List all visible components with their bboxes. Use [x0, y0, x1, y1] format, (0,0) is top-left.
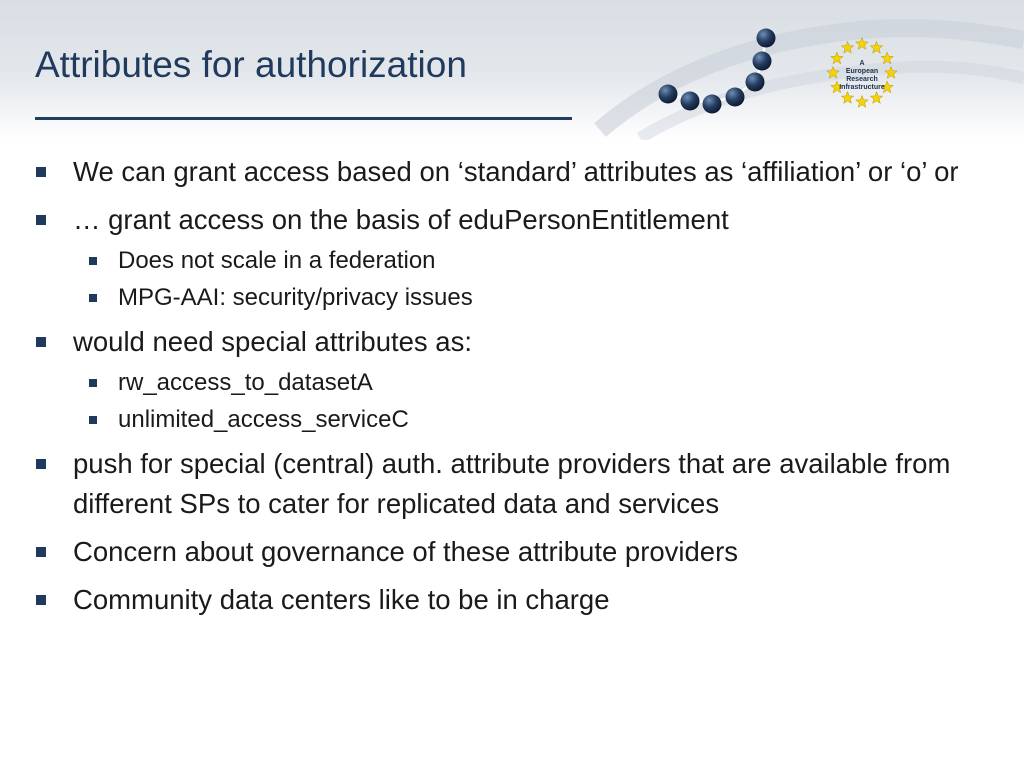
square-bullet-icon	[36, 459, 46, 469]
bullet-item	[0, 200, 984, 240]
bullet-item	[0, 152, 984, 192]
bullet-text: would need special attributes as:	[73, 326, 472, 357]
square-bullet-icon	[89, 294, 97, 302]
star-icon	[841, 41, 853, 53]
star-icon	[870, 92, 882, 104]
bullet-item	[0, 532, 984, 572]
star-icon	[841, 92, 853, 104]
square-bullet-icon	[89, 257, 97, 265]
bullet-item	[0, 580, 984, 620]
square-bullet-icon	[36, 547, 46, 557]
square-bullet-icon	[89, 379, 97, 387]
sub-bullet-item	[0, 245, 984, 277]
slide-title: Attributes for authorization	[35, 44, 467, 85]
bullet-text: rw_access_to_datasetA	[118, 369, 373, 396]
star-icon	[856, 96, 868, 108]
logo-text-line-2: European	[845, 68, 879, 75]
logo-text-line-3: Research	[846, 76, 878, 83]
bullet-text: Concern about governance of these attribute providers	[73, 536, 738, 567]
square-bullet-icon	[36, 167, 46, 177]
square-bullet-icon	[89, 416, 97, 424]
sub-bullet-item	[0, 367, 984, 399]
bullet-text: We can grant access based on ‘standard’ attributes as ‘affiliation’ or ‘o’ or	[73, 156, 959, 187]
bullet-text: MPG-AAI: security/privacy issues	[118, 284, 473, 311]
bullet-item	[0, 444, 984, 524]
slide-header	[0, 0, 1024, 140]
bullet-text: … grant access on the basis of eduPersonEntitlement	[73, 204, 729, 235]
bullet-text: Does not scale in a federation	[118, 247, 436, 274]
bullet-list	[0, 144, 1024, 620]
header-decoration	[560, 0, 1024, 140]
star-icon	[870, 41, 882, 53]
bullet-text: push for special (central) auth. attribute providers that are available from different SPs to cater for replicated data and services	[73, 448, 951, 519]
logo-text-line-4: Infrastructure	[839, 84, 885, 91]
bullet-item	[0, 322, 984, 362]
square-bullet-icon	[36, 595, 46, 605]
sub-bullet-item	[0, 404, 984, 436]
bullet-text: unlimited_access_serviceC	[118, 406, 409, 433]
bullet-text: Community data centers like to be in charge	[73, 584, 610, 615]
logo-text-line-1: A	[859, 60, 865, 67]
title-underline	[35, 117, 572, 120]
square-bullet-icon	[36, 337, 46, 347]
sub-bullet-item	[0, 282, 984, 314]
star-icon	[831, 52, 843, 64]
square-bullet-icon	[36, 215, 46, 225]
